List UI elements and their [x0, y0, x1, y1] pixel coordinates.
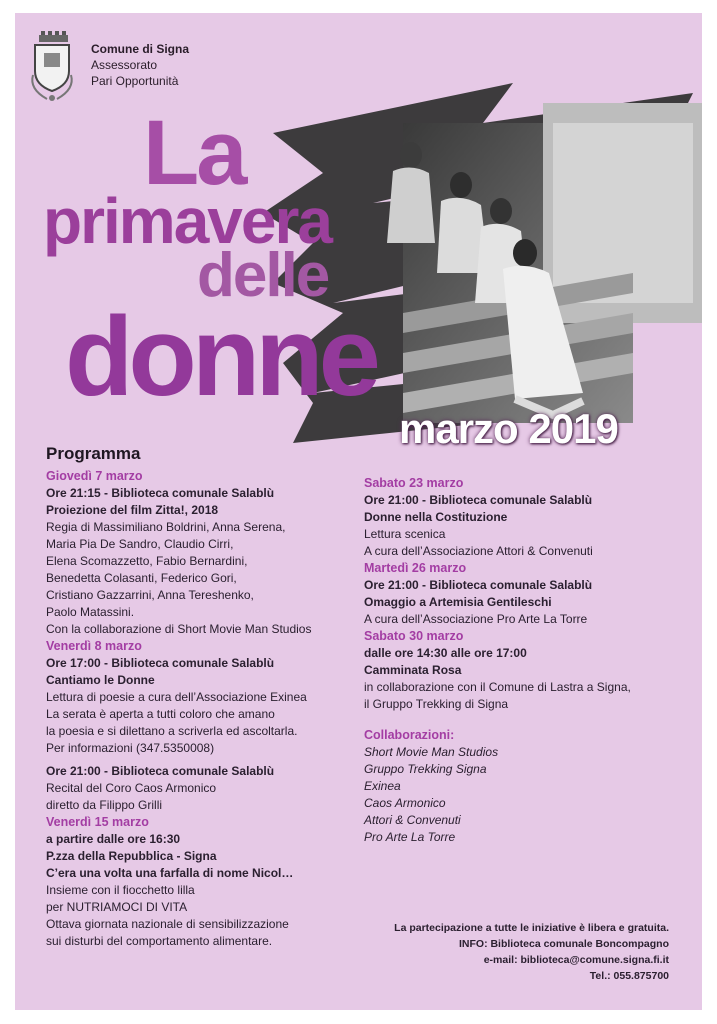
collaborator-item: Exinea — [364, 779, 401, 793]
event-text: A cura dell’Associazione Attori & Convenuti — [364, 544, 593, 558]
event-text: Con la collaborazione di Short Movie Man Studios — [46, 622, 312, 636]
collaborations-block — [364, 727, 684, 846]
event-text: il Gruppo Trekking di Signa — [364, 697, 509, 711]
collaborator-item: Attori & Convenuti — [364, 813, 461, 827]
footer-info: INFO: Biblioteca comunale Boncompagno — [458, 938, 669, 950]
organization-block — [91, 41, 189, 89]
event-text: Cristiano Gazzarrini, Anna Tereshenko, — [46, 588, 254, 602]
municipal-crest-icon — [27, 27, 77, 105]
event-text: la poesia e si dilettano a scriverla ed ascoltarla. — [46, 724, 298, 738]
event-time: dalle ore 14:30 alle ore 17:00 — [364, 646, 527, 660]
event-text: Maria Pia De Sandro, Claudio Cirri, — [46, 537, 234, 551]
event-text: Lettura scenica — [364, 527, 446, 541]
event-title: C’era una volta una farfalla di nome Nicol… — [46, 866, 294, 880]
event-time: Ore 21:15 - Biblioteca comunale Salablù — [46, 486, 275, 500]
event-text: Per informazioni (347.5350008) — [46, 741, 215, 755]
event-block — [46, 468, 366, 638]
collaborator-item: Caos Armonico — [364, 796, 446, 810]
event-block — [364, 475, 684, 560]
subtitle-date: marzo 2019 — [399, 405, 618, 452]
event-time: Ore 21:00 - Biblioteca comunale Salablù — [364, 493, 593, 507]
event-date: Venerdì 8 marzo — [46, 639, 142, 653]
event-text: sui disturbi del comportamento alimentare. — [46, 934, 273, 948]
event-block — [46, 814, 366, 950]
event-text: Regia di Massimiliano Boldrini, Anna Serena, — [46, 520, 286, 534]
event-text: Benedetta Colasanti, Federico Gori, — [46, 571, 237, 585]
event-block — [364, 628, 684, 713]
event-date: Martedì 26 marzo — [364, 561, 467, 575]
footer-email: e-mail: biblioteca@comune.signa.fi.it — [483, 954, 669, 966]
event-text: Elena Scomazzetto, Fabio Bernardini, — [46, 554, 248, 568]
event-date: Sabato 23 marzo — [364, 476, 464, 490]
collaborator-item: Short Movie Man Studios — [364, 745, 499, 759]
event-text: Ottava giornata nazionale di sensibilizzazione — [46, 917, 289, 931]
program-right-column — [364, 475, 684, 846]
event-time: Ore 17:00 - Biblioteca comunale Salablù — [46, 656, 275, 670]
event-text: Paolo Matassini. — [46, 605, 135, 619]
program-heading: Programma — [46, 444, 141, 463]
event-text: Insieme con il fiocchetto lilla — [46, 883, 195, 897]
event-text: La serata è aperta a tutti coloro che amano — [46, 707, 275, 721]
org-name: Comune di Signa — [91, 42, 190, 56]
event-text: diretto da Filippo Grilli — [46, 798, 163, 812]
event-block — [364, 560, 684, 628]
title-line-1: La — [143, 102, 245, 204]
event-title: Camminata Rosa — [364, 663, 462, 677]
collaborations-heading: Collaborazioni: — [364, 728, 455, 742]
title-line-4: donne — [65, 294, 376, 419]
event-title: Omaggio a Artemisia Gentileschi — [364, 595, 552, 609]
collaborator-item: Pro Arte La Torre — [364, 830, 456, 844]
event-text: in collaborazione con il Comune di Lastra a Signa, — [364, 680, 631, 694]
footer-participation: La partecipazione a tutte le iniziative è libera e gratuita. — [394, 922, 669, 934]
info-footer — [394, 920, 669, 984]
footer-phone: Tel.: 055.875700 — [589, 970, 669, 982]
event-block — [46, 638, 366, 757]
event-title: Cantiamo le Donne — [46, 673, 155, 687]
event-text: Lettura di poesie a cura dell’Associazione Exinea — [46, 690, 307, 704]
event-time: Ore 21:00 - Biblioteca comunale Salablù — [364, 578, 593, 592]
event-time: a partire dalle ore 16:30 — [46, 832, 181, 846]
program-left-column — [46, 445, 366, 950]
event-text: A cura dell’Associazione Pro Arte La Torre — [364, 612, 588, 626]
org-office: Pari Opportunità — [91, 74, 179, 88]
event-title: Proiezione del film Zitta!, 2018 — [46, 503, 219, 517]
event-time: Ore 21:00 - Biblioteca comunale Salablù — [46, 764, 275, 778]
event-title: Donne nella Costituzione — [364, 510, 508, 524]
poster — [15, 13, 702, 1010]
collaborator-item: Gruppo Trekking Signa — [364, 762, 487, 776]
event-date: Venerdì 15 marzo — [46, 815, 149, 829]
event-date: Giovedì 7 marzo — [46, 469, 143, 483]
title-line-2: primavera — [43, 185, 331, 257]
title-line-3: delle — [197, 241, 329, 310]
org-department: Assessorato — [91, 58, 158, 72]
event-text: Recital del Coro Caos Armonico — [46, 781, 217, 795]
event-text: per NUTRIAMOCI DI VITA — [46, 900, 188, 914]
event-location: P.zza della Repubblica - Signa — [46, 849, 217, 863]
event-date: Sabato 30 marzo — [364, 629, 464, 643]
event-block — [46, 763, 366, 814]
